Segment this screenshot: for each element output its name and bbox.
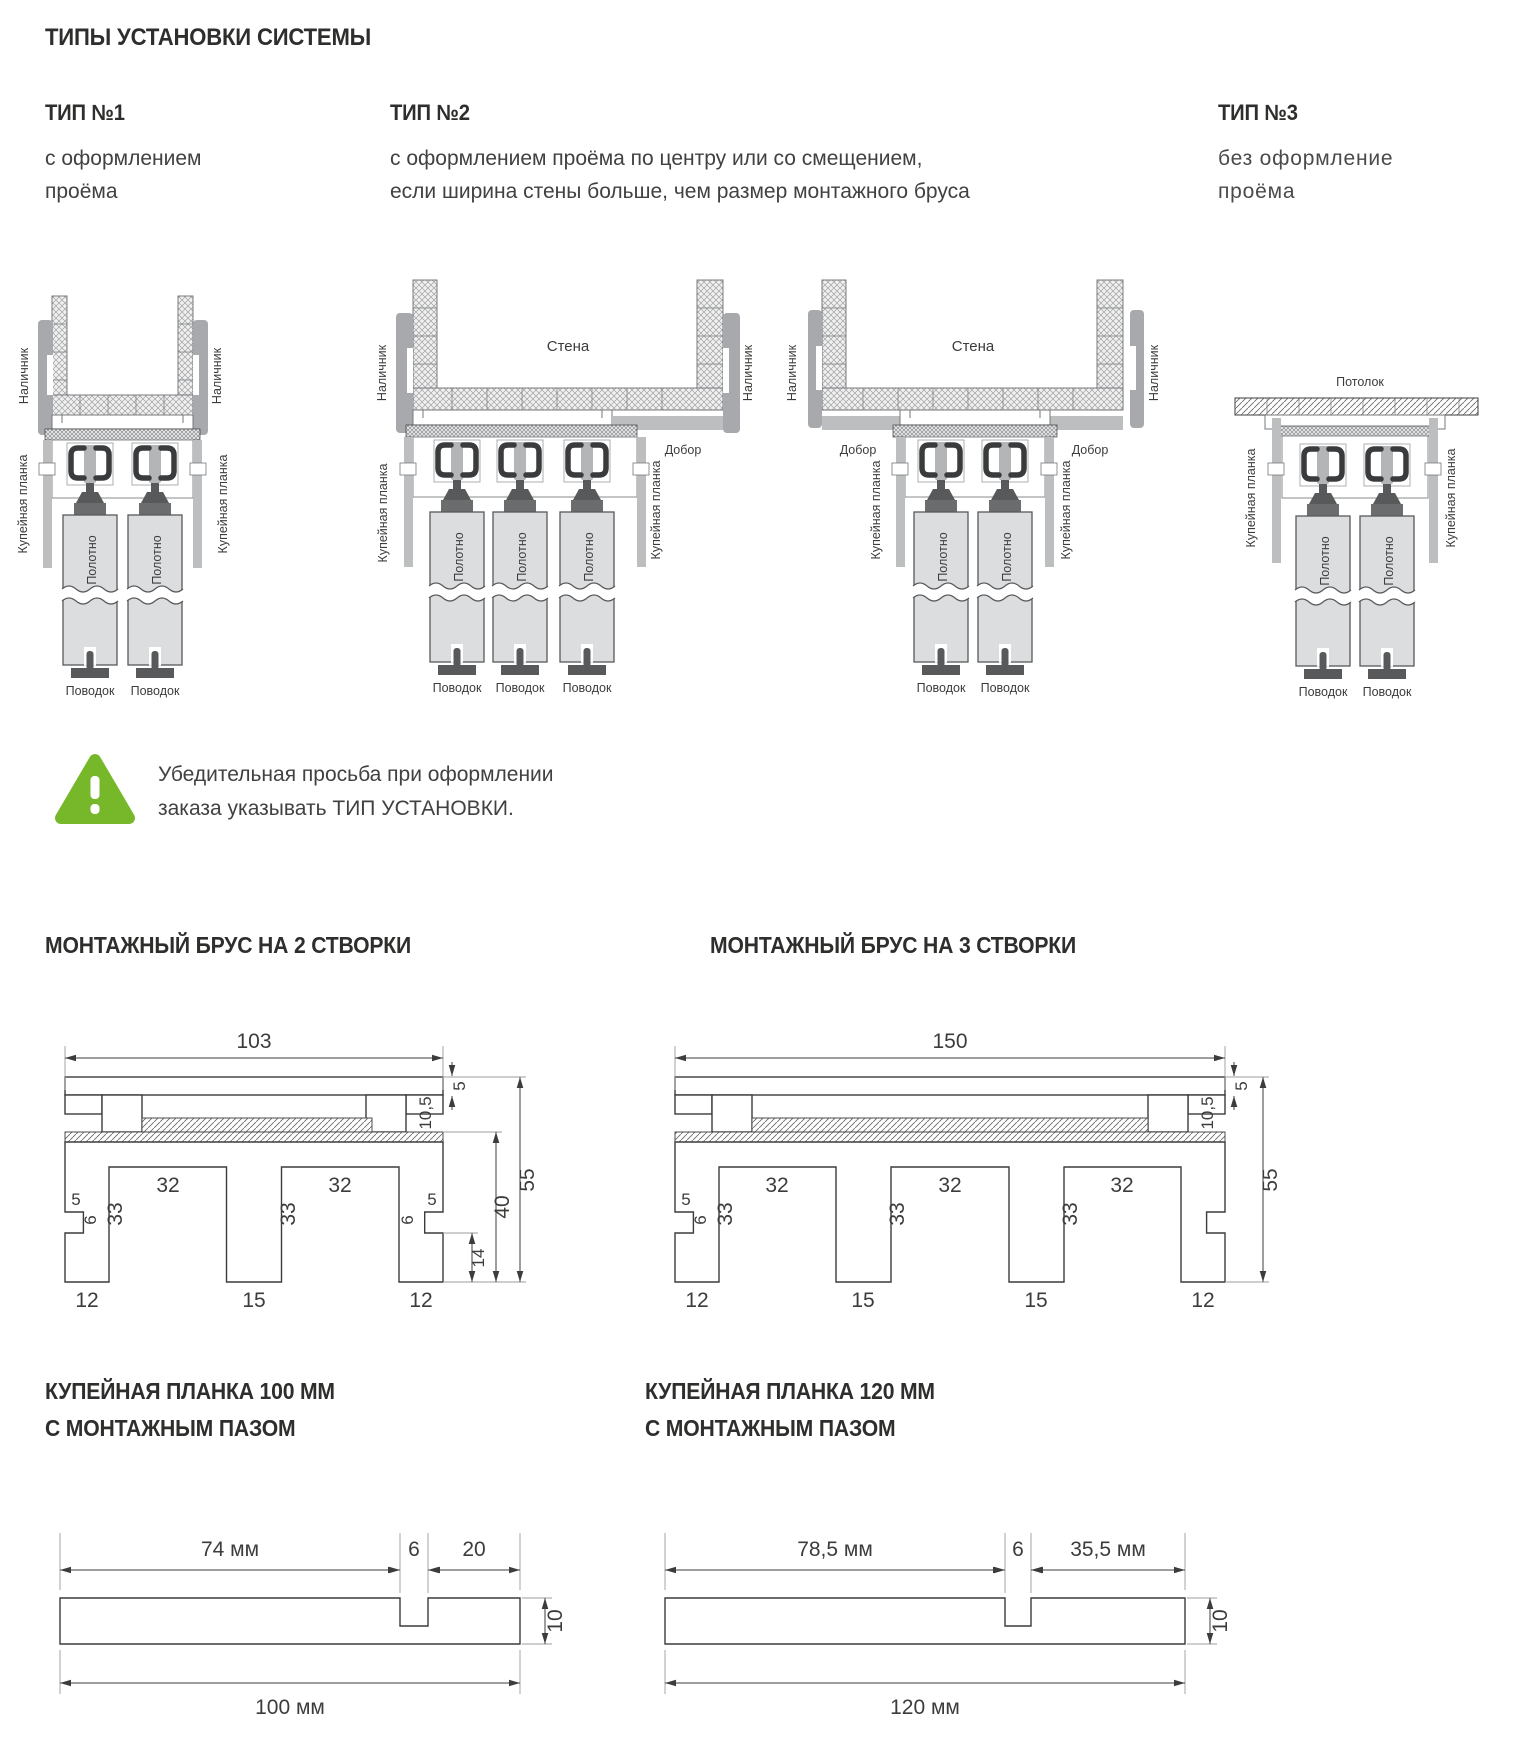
type1-name: ТИП №1 [45,100,125,125]
planka-strip-right [637,437,646,567]
dim-plate: 5 [1232,1081,1251,1091]
brus3-drawing [645,1002,1290,1337]
mounting-beam-profile [413,410,612,425]
nalichnik-label-left: Наличник [785,344,799,402]
door-unit [1359,444,1415,699]
dim-leg-2: 33 [886,1202,909,1226]
nalichnik-label-left: Наличник [375,344,389,402]
dim-55: 55 [1259,1168,1282,1192]
planka-label-right: Купейная планка [1444,448,1458,548]
warning-exclamation-dot [91,804,100,814]
planka-notch-left [1268,463,1284,475]
dobor-label-left: Добор [839,443,877,457]
nalichnik-label-right: Наличник [741,344,755,402]
dim-40: 40 [491,1195,514,1219]
dim-bottom-center: 15 [242,1289,266,1312]
section-title-brus2-text: МОНТАЖНЫЙ БРУС НА 2 СТВОРКИ [45,932,412,958]
type3-name: ТИП №3 [1218,100,1298,125]
type1-desc-line1: с оформлением [45,147,202,170]
dim-leg-1: 33 [714,1202,737,1226]
dim-bottom-2: 15 [851,1289,875,1312]
planka-notch-right [1041,463,1057,475]
nalichnik-strip-left [396,313,413,433]
planka-notch-right [190,463,206,475]
dim-slot-2: 32 [328,1174,352,1197]
dim-bottom-1: 12 [685,1289,709,1312]
type-col-2 [390,100,1150,208]
planka120-title [645,1378,960,1442]
diagram-type3 [1170,258,1523,703]
dim-notch-w-left: 5 [681,1190,691,1209]
planka100-drawing [40,1498,570,1728]
planka-strip-right [1045,437,1054,567]
planka100-title-line1: КУПЕЙНАЯ ПЛАНКА 100 ММ [45,1378,335,1404]
planka-notch-left [39,463,55,475]
dim-55: 55 [516,1168,539,1192]
planka-strip-left [404,437,413,567]
dim-plate: 5 [450,1081,469,1091]
planka-label-left: Купейная планка [376,463,390,563]
planka100-profile [60,1598,520,1644]
ceiling-hatch [1235,398,1478,415]
dim-right: 35,5 мм [1070,1538,1146,1561]
dobor-label-right: Добор [1071,443,1109,457]
planka-label-right: Купейная планка [649,460,663,560]
type3-desc-line2: проёма [1218,180,1296,203]
dim-leg-1: 33 [104,1202,127,1226]
nalichnik-label-left: Наличник [17,347,31,405]
nalichnik-strip-right [193,320,208,435]
type2-desc-line2: если ширина стены больше, чем размер монтажного бруса [390,180,970,203]
dim-notch: 6 [408,1538,420,1561]
door-unit [559,440,615,695]
dim-notch-h-left: 6 [81,1215,100,1225]
dim-width: 150 [932,1030,968,1053]
page-title [45,24,399,52]
door-unit [127,443,183,698]
brus2-profile [65,1077,443,1282]
dim-slot-2: 32 [938,1174,962,1197]
dim-thick: 10 [1209,1609,1232,1633]
dim-left: 74 мм [200,1538,260,1561]
type-col-3 [1218,100,1518,208]
nalichnik-strip-right [723,313,740,433]
dobor-strip-left [822,416,900,430]
dim-leg-2: 33 [277,1202,300,1226]
dobor-strip-right [1050,416,1123,430]
door-unit [977,440,1033,695]
planka120-title-line1: КУПЕЙНАЯ ПЛАНКА 120 ММ [645,1378,935,1404]
planka-label-left: Купейная планка [1244,448,1258,548]
planka-label-right: Купейная планка [1059,460,1073,560]
planka-notch-right [1425,463,1441,475]
type2-desc [390,142,1150,208]
planka120-drawing [645,1498,1240,1728]
planka-strip-left [1272,418,1281,563]
planka-strip-right [193,440,202,568]
section-title-brus2 [45,932,443,959]
nalichnik-label-right: Наличник [1147,344,1161,402]
door-unit [62,443,118,698]
planka120-profile [665,1598,1185,1644]
dim-step: 10,5 [416,1096,435,1130]
planka-label-left: Купейная планка [869,460,883,560]
planka-notch-right [633,463,649,475]
nalichnik-strip-right [1130,310,1144,428]
warning-icon [52,750,138,828]
section-title-brus3-text: МОНТАЖНЫЙ БРУС НА 3 СТВОРКИ [710,932,1077,958]
ceiling-label: Потолок [1336,375,1384,389]
type1-desc-line2: проёма [45,180,118,203]
type2-desc-line1: с оформлением проёма по центру или со смещением, [390,147,923,170]
door-unit [1295,444,1351,699]
mounting-beam-profile [1265,415,1445,436]
dim-notch: 6 [1012,1538,1024,1561]
dim-slot-1: 32 [765,1174,789,1197]
dim-left: 78,5 мм [797,1538,873,1561]
nalichnik-label-right: Наличник [210,347,224,405]
door-unit [913,440,969,695]
type3-desc-line1: без оформление [1218,147,1394,170]
wall-label: Стена [951,338,995,355]
type2-name: ТИП №2 [390,100,470,125]
planka-label-right: Купейная планка [216,454,230,554]
dobor-label: Добор [664,443,702,457]
dim-14: 14 [469,1248,488,1268]
dim-bottom-left: 12 [75,1289,99,1312]
nalichnik-strip-left [38,320,53,435]
dim-leg-3: 33 [1059,1202,1082,1226]
planka-strip-left [896,437,905,567]
dim-notch-w-left: 5 [71,1190,81,1209]
warning-exclamation-bar [91,776,100,799]
planka-hatch [406,425,637,437]
diagram-type2-offset [768,258,1168,703]
dim-bottom-right: 12 [409,1289,433,1312]
dim-slot-1: 32 [156,1174,180,1197]
planka-notch-left [892,463,908,475]
dim-notch-h-left: 6 [691,1215,710,1225]
dim-right: 20 [462,1538,486,1561]
type-col-1 [45,100,345,208]
warning-text [158,758,554,826]
dim-bottom-4: 12 [1191,1289,1215,1312]
dim-bottom-3: 15 [1024,1289,1048,1312]
door-unit [429,440,485,695]
planka-label-left: Купейная планка [16,454,30,554]
planka-notch-left [400,463,416,475]
planka-strip-left [43,440,52,568]
page-title-text: ТИПЫ УСТАНОВКИ СИСТЕМЫ [45,24,372,51]
wall-label: Стена [546,338,590,355]
mounting-beam-profile [45,415,200,440]
section-title-brus3 [710,932,1108,959]
wall-hatch [52,296,193,415]
diagram-type1 [8,258,338,703]
planka-strip-right [1429,418,1438,563]
type1-desc [45,142,345,208]
dim-notch-w-right: 5 [427,1190,437,1209]
dim-notch-h-right: 6 [398,1215,417,1225]
door-unit [492,440,548,695]
brus2-drawing [40,1002,540,1337]
type3-desc [1218,142,1518,208]
diagram-type2-centered [332,258,760,703]
dim-total: 120 мм [890,1696,960,1719]
planka100-title [45,1378,360,1442]
dim-step: 10,5 [1198,1096,1217,1130]
warning-text-line1: Убедительная просьба при оформлении [158,763,554,786]
dim-thick: 10 [544,1609,567,1633]
planka100-title-line2: С МОНТАЖНЫМ ПАЗОМ [45,1415,296,1441]
warning-text-line2: заказа указывать ТИП УСТАНОВКИ. [158,797,514,820]
mounting-beam-profile [893,410,1057,437]
brus2-dimensions [65,1030,539,1312]
dim-width: 103 [236,1030,272,1053]
dim-total: 100 мм [255,1696,325,1719]
dim-slot-3: 32 [1110,1174,1134,1197]
planka120-title-line2: С МОНТАЖНЫМ ПАЗОМ [645,1415,896,1441]
nalichnik-strip-left [808,310,822,428]
